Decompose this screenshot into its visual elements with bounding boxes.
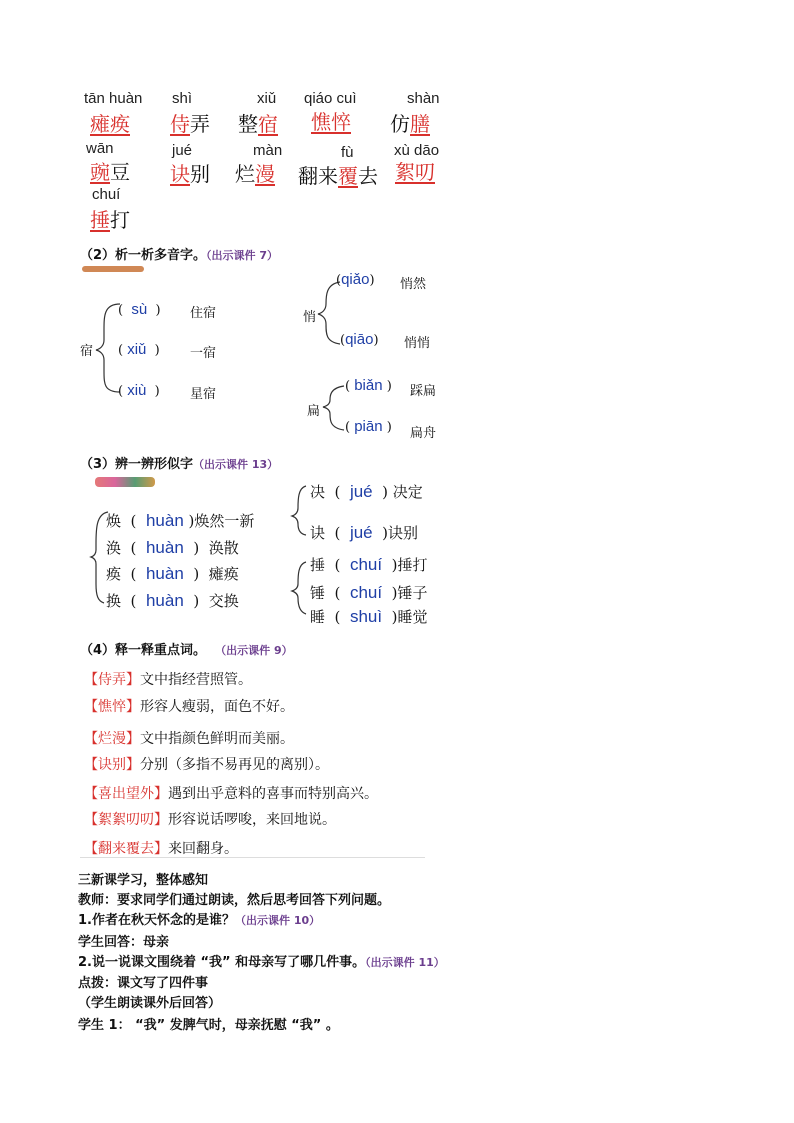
- poly-su-word: 住宿: [190, 306, 217, 321]
- glossary-item: 【侍弄】文中指经营照管。: [84, 672, 252, 688]
- similar-chui-row: 睡 ( shuì )睡觉: [310, 607, 428, 626]
- word-chuida: 捶打: [90, 208, 130, 232]
- similar-jue-row: 决 ( jué ) 决定: [310, 482, 423, 501]
- similar-chui-row: 捶 ( chuí )捶打: [310, 555, 428, 574]
- poly-su-item: ( xiǔ ): [118, 341, 160, 358]
- poly-qiao-item: (qiǎo): [336, 271, 375, 288]
- poly-su-word: 星宿: [190, 387, 217, 402]
- pinyin-xiu: xiǔ: [257, 90, 277, 107]
- section3-title: （3）辨一辨形似字（出示课件 13）: [80, 457, 279, 472]
- word-qiaocui: 憔悴: [311, 110, 351, 134]
- word-tanhuan: 瘫痪: [90, 112, 130, 136]
- poly-su-word: 一宿: [190, 346, 217, 361]
- hint: 点拨：课文写了四件事: [78, 976, 209, 991]
- poly-bian-item: ( piān ): [345, 418, 392, 435]
- similar-jue-row: 诀 ( jué )诀别: [310, 523, 419, 542]
- poly-bian-item: ( biǎn ): [345, 377, 392, 394]
- pinyin-shan: shàn: [407, 90, 440, 107]
- poly-char-su: 宿: [80, 344, 94, 359]
- divider: [80, 857, 425, 858]
- word-wandou: 豌豆: [90, 160, 130, 184]
- glossary-item: 【絮絮叨叨】形容说话啰唆，来回地说。: [84, 812, 336, 828]
- pinyin-jue: jué: [172, 142, 193, 159]
- similar-huan-row: 痪 ( huàn ) 瘫痪: [106, 564, 239, 583]
- similar-huan-row: 涣 ( huàn ) 涣散: [106, 538, 239, 557]
- section4-title: （4）释一释重点词。 （出示课件 9）: [80, 643, 293, 658]
- section2-title: （2）析一析多音字。（出示课件 7）: [80, 248, 279, 263]
- pinyin-xudao: xù dāo: [394, 142, 440, 159]
- pinyin-fu: fù: [341, 144, 354, 161]
- word-fangshan: 仿膳: [390, 112, 430, 136]
- word-xudao: 絮叨: [395, 160, 435, 184]
- similar-huan-row: 焕 ( huàn )焕然一新: [106, 511, 255, 530]
- pinyin-qiaocui: qiáo cuì: [304, 90, 357, 107]
- pinyin-chui: chuí: [92, 186, 121, 203]
- student-1-answer: 学生 1： “我” 发脾气时，母亲抚慰 “我” 。: [78, 1018, 339, 1033]
- similar-huan-row: 换 ( huàn ) 交换: [106, 591, 239, 610]
- pinyin-tanhuan: tān huàn: [84, 90, 143, 107]
- word-juebie: 诀别: [170, 162, 210, 186]
- poly-bian-word: 扁舟: [410, 426, 437, 441]
- glossary-item: 【翻来覆去】来回翻身。: [84, 841, 238, 857]
- glossary-item: 【憔悴】形容人瘦弱，面色不好。: [84, 699, 294, 715]
- poly-su-item: ( xiù ): [118, 382, 160, 399]
- poly-char-bian: 扁: [307, 404, 321, 419]
- glossary-item: 【烂漫】文中指颜色鲜明而美丽。: [84, 731, 294, 747]
- word-shinong: 侍弄: [170, 112, 210, 136]
- note: （学生朗读课外后回答）: [78, 996, 222, 1011]
- poly-qiao-item: (qiāo): [340, 331, 379, 348]
- lesson-heading: 三新课学习，整体感知: [78, 873, 209, 888]
- answer-1: 学生回答：母亲: [78, 935, 170, 950]
- similar-chui-row: 锤 ( chuí )锤子: [310, 583, 428, 602]
- word-fanlaifuqu: 翻来覆去: [298, 164, 378, 188]
- word-lanman: 烂漫: [235, 162, 275, 186]
- poly-bian-word: 踩扁: [410, 384, 437, 399]
- pinyin-shi: shì: [172, 90, 193, 107]
- question-1: 1.作者在秋天怀念的是谁？（出示课件 10）: [78, 913, 321, 928]
- glossary-item: 【喜出望外】遇到出乎意料的喜事而特别高兴。: [84, 786, 378, 802]
- pinyin-man: màn: [253, 142, 283, 159]
- poly-char-qiao: 悄: [303, 310, 317, 325]
- glossary-item: 【诀别】分别（多指不易再见的离别）。: [84, 757, 329, 773]
- pinyin-wan: wān: [86, 140, 114, 157]
- poly-qiao-word: 悄悄: [404, 336, 431, 351]
- teacher-instruction: 教师：要求同学们通过朗读，然后思考回答下列问题。: [78, 893, 391, 908]
- poly-su-item: ( sù ): [118, 301, 161, 318]
- question-2: 2.说一说课文围绕着 “我” 和母亲写了哪几件事。（出示课件 11）: [78, 955, 445, 970]
- poly-qiao-word: 悄然: [400, 277, 427, 292]
- word-zhengxiu: 整宿: [238, 112, 278, 136]
